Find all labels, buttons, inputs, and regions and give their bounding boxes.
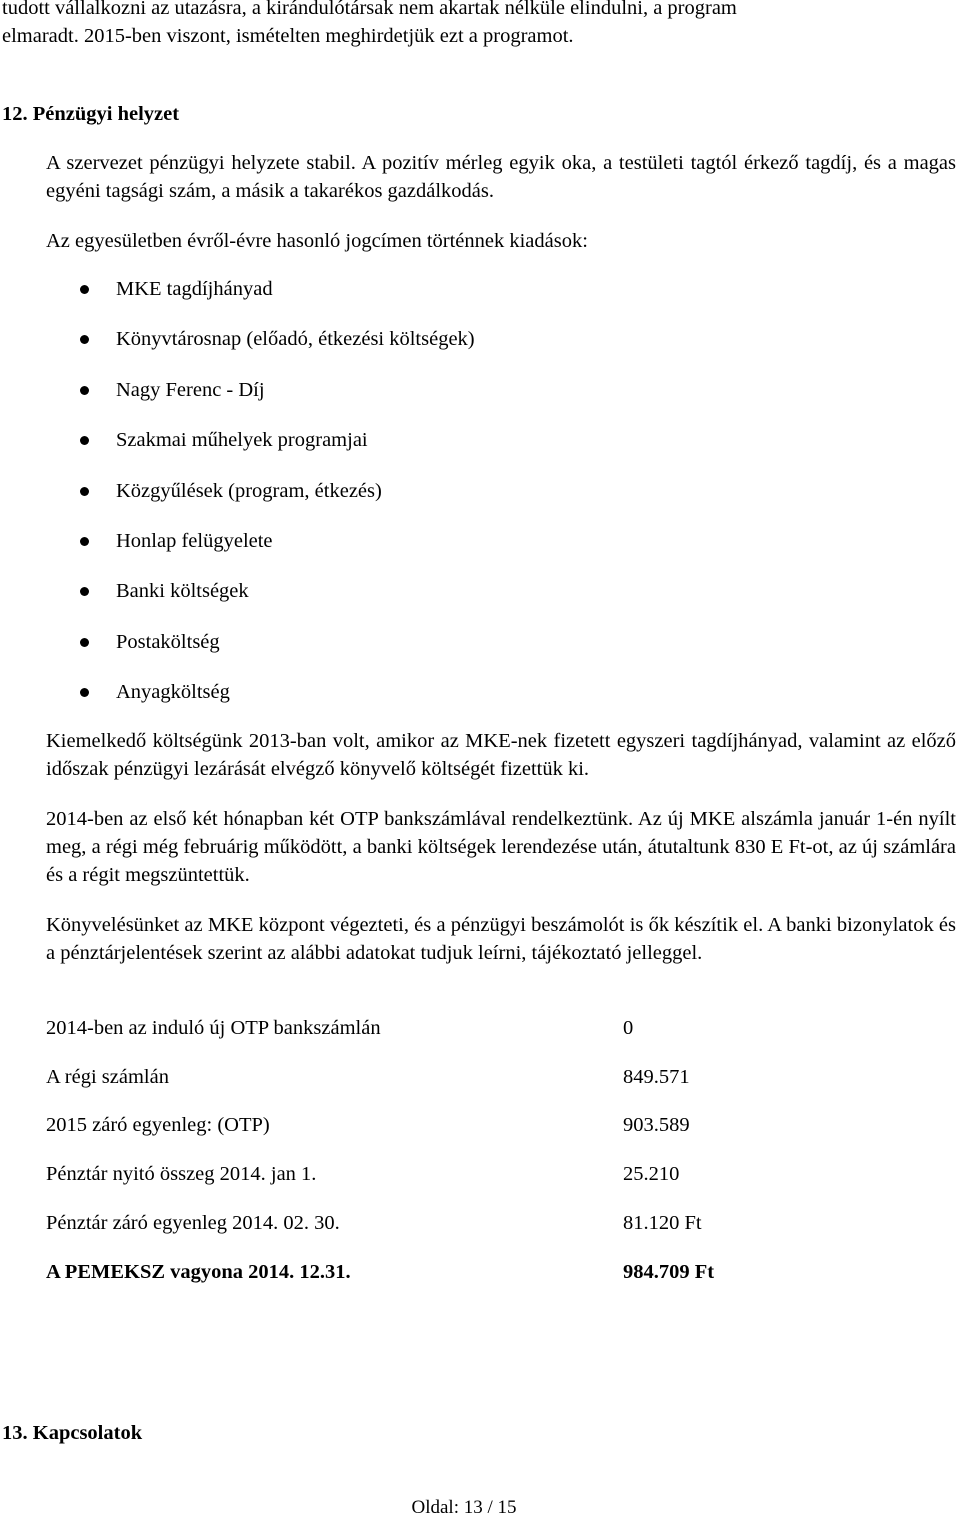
finance-value: 849.571 [623, 1066, 690, 1088]
finance-label: A PEMEKSZ vagyona 2014. 12.31. [46, 1261, 351, 1283]
bullet-icon [80, 688, 89, 697]
list-item: Banki költségek [80, 577, 475, 627]
finance-paragraph-5: Könyvelésünket az MKE központ végezteti, és a pénzügyi beszámolót is ők készítik el. A banki bizonylatok és a pénztárjelentések szerint az alábbi adatokat tudjuk leírni, tájékoztató jelleggel. [46, 914, 956, 964]
list-item: MKE tagdíjhányad [80, 275, 475, 325]
list-item: Szakmai műhelyek programjai [80, 426, 475, 476]
finance-row-total [46, 1258, 946, 1286]
list-item: Honlap felügyelete [80, 527, 475, 577]
bullet-icon [80, 285, 89, 294]
finance-paragraph-4: 2014-ben az első két hónapban két OTP bankszámlával rendelkeztünk. Az új MKE alszámla január 1-én nyílt meg, a régi még februárig működött, a banki költségek lerendezése után, átutaltunk 830 E Ft-ot, az új számlára és a régit megszüntettük. [46, 808, 956, 886]
finance-label: Pénztár nyitó összeg 2014. jan 1. [46, 1163, 317, 1185]
finance-value: 81.120 Ft [623, 1212, 702, 1234]
finance-value: 984.709 Ft [623, 1261, 715, 1283]
list-item: Anyagköltség [80, 678, 475, 728]
bullet-icon [80, 487, 89, 496]
bullet-icon [80, 587, 89, 596]
bullet-icon [80, 537, 89, 546]
intro-line-1: tudott vállalkozni az utazásra, a kirándulótársak nem akartak nélküle elindulni, a program [2, 0, 737, 19]
finance-row [46, 1160, 946, 1188]
bullet-icon [80, 386, 89, 395]
list-item: Könyvtárosnap (előadó, étkezési költségek) [80, 325, 475, 375]
finance-value: 903.589 [623, 1114, 690, 1136]
list-item: Postaköltség [80, 628, 475, 678]
section-12-heading: 12. Pénzügyi helyzet [2, 103, 180, 125]
finance-paragraph-3: Kiemelkedő költségünk 2013-ban volt, amikor az MKE-nek fizetett egyszeri tagdíjhányad, valamint az előző időszak pénzügyi lezárását elvégző könyvelő költségét fizettük ki. [46, 730, 956, 780]
finance-paragraph-1: A szervezet pénzügyi helyzete stabil. A pozitív mérleg egyik oka, a testületi tagtól érkező tagdíj, és a magas egyéni tagsági szám, a másik a takarékos gazdálkodás. [46, 152, 956, 202]
finance-value: 0 [623, 1017, 634, 1039]
bullet-icon [80, 436, 89, 445]
finance-label: A régi számlán [46, 1066, 169, 1088]
finance-row [46, 1209, 946, 1237]
finance-label: Pénztár záró egyenleg 2014. 02. 30. [46, 1212, 340, 1234]
bullet-icon [80, 335, 89, 344]
finance-paragraph-2: Az egyesületben évről-évre hasonló jogcímen történnek kiadások: [46, 230, 588, 252]
finance-label: 2014-ben az induló új OTP bankszámlán [46, 1017, 381, 1039]
list-item: Nagy Ferenc - Díj [80, 376, 475, 426]
bullet-icon [80, 638, 89, 647]
section-13-heading: 13. Kapcsolatok [2, 1422, 143, 1444]
finance-row [46, 1014, 946, 1042]
page-number: Oldal: 13 / 15 [411, 1497, 517, 1518]
finance-value: 25.210 [623, 1163, 680, 1185]
finance-row [46, 1111, 946, 1139]
finance-row [46, 1063, 946, 1091]
expense-list [80, 275, 475, 729]
finance-label: 2015 záró egyenleg: (OTP) [46, 1114, 270, 1136]
list-item: Közgyűlések (program, étkezés) [80, 477, 475, 527]
intro-line-2: elmaradt. 2015-ben viszont, ismételten meghirdetjük ezt a programot. [2, 25, 574, 47]
